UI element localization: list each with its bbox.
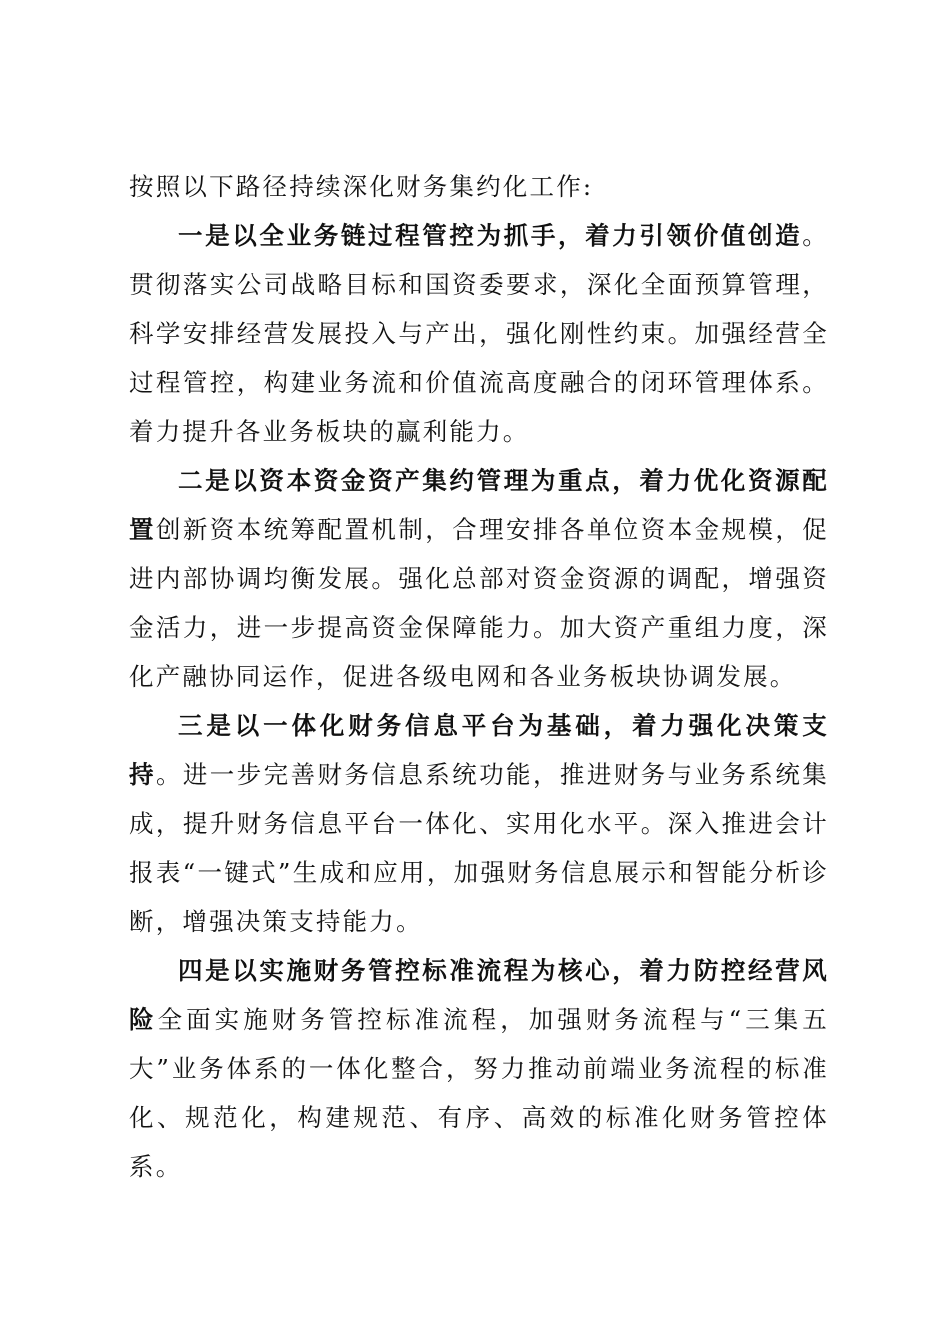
section-three-body: 。进一步完善财务信息系统功能，推进财务与业务系统集成，提升财务信息平台一体化、实用化水平。深入推进会计报表“一键式”生成和应用，加强财务信息展示和智能分析诊断，增强决策支持能力。 xyxy=(129,760,829,936)
section-one-body: 。贯彻落实公司战略目标和国资委要求，深化全面预算管理，科学安排经营发展投入与产出，强化刚性约束。加强经营全过程管控，构建业务流和价值流高度融合的闭环管理体系。着力提升各业务板块的赢利能力。 xyxy=(129,221,829,446)
section-three-heading: 三是以一体化财务信息平台为基础，着力强化决策支持 xyxy=(129,711,829,789)
section-four-body: 全面实施财务管控标准流程，加强财务流程与“三集五大”业务体系的一体化整合，努力推动前端业务流程的标准化、规范化，构建规范、有序、高效的标准化财务管控体系。 xyxy=(129,1005,830,1181)
section-three-paragraph xyxy=(129,701,829,946)
section-four-paragraph xyxy=(129,946,829,1191)
section-two-heading: 二是以资本资金资产集约管理为重点，着力优化资源配置 xyxy=(129,466,829,544)
section-one-heading: 一是以全业务链过程管控为抓手，着力引领价值创造 xyxy=(178,221,803,250)
intro-paragraph: 按照以下路径持续深化财务集约化工作: xyxy=(129,172,594,201)
section-two-body: 创新资本统筹配置机制，合理安排各单位资本金规模，促进内部协调均衡发展。强化总部对资金资源的调配，增强资金活力，进一步提高资金保障能力。加大资产重组力度，深化产融协同运作，促进各级电网和各业务板块协调发展。 xyxy=(129,515,829,691)
section-two-paragraph xyxy=(129,456,829,701)
document-body xyxy=(129,162,829,1191)
section-one-paragraph xyxy=(129,211,829,456)
section-four-heading: 四是以实施财务管控标准流程为核心，着力防控经营风险 xyxy=(129,956,829,1034)
